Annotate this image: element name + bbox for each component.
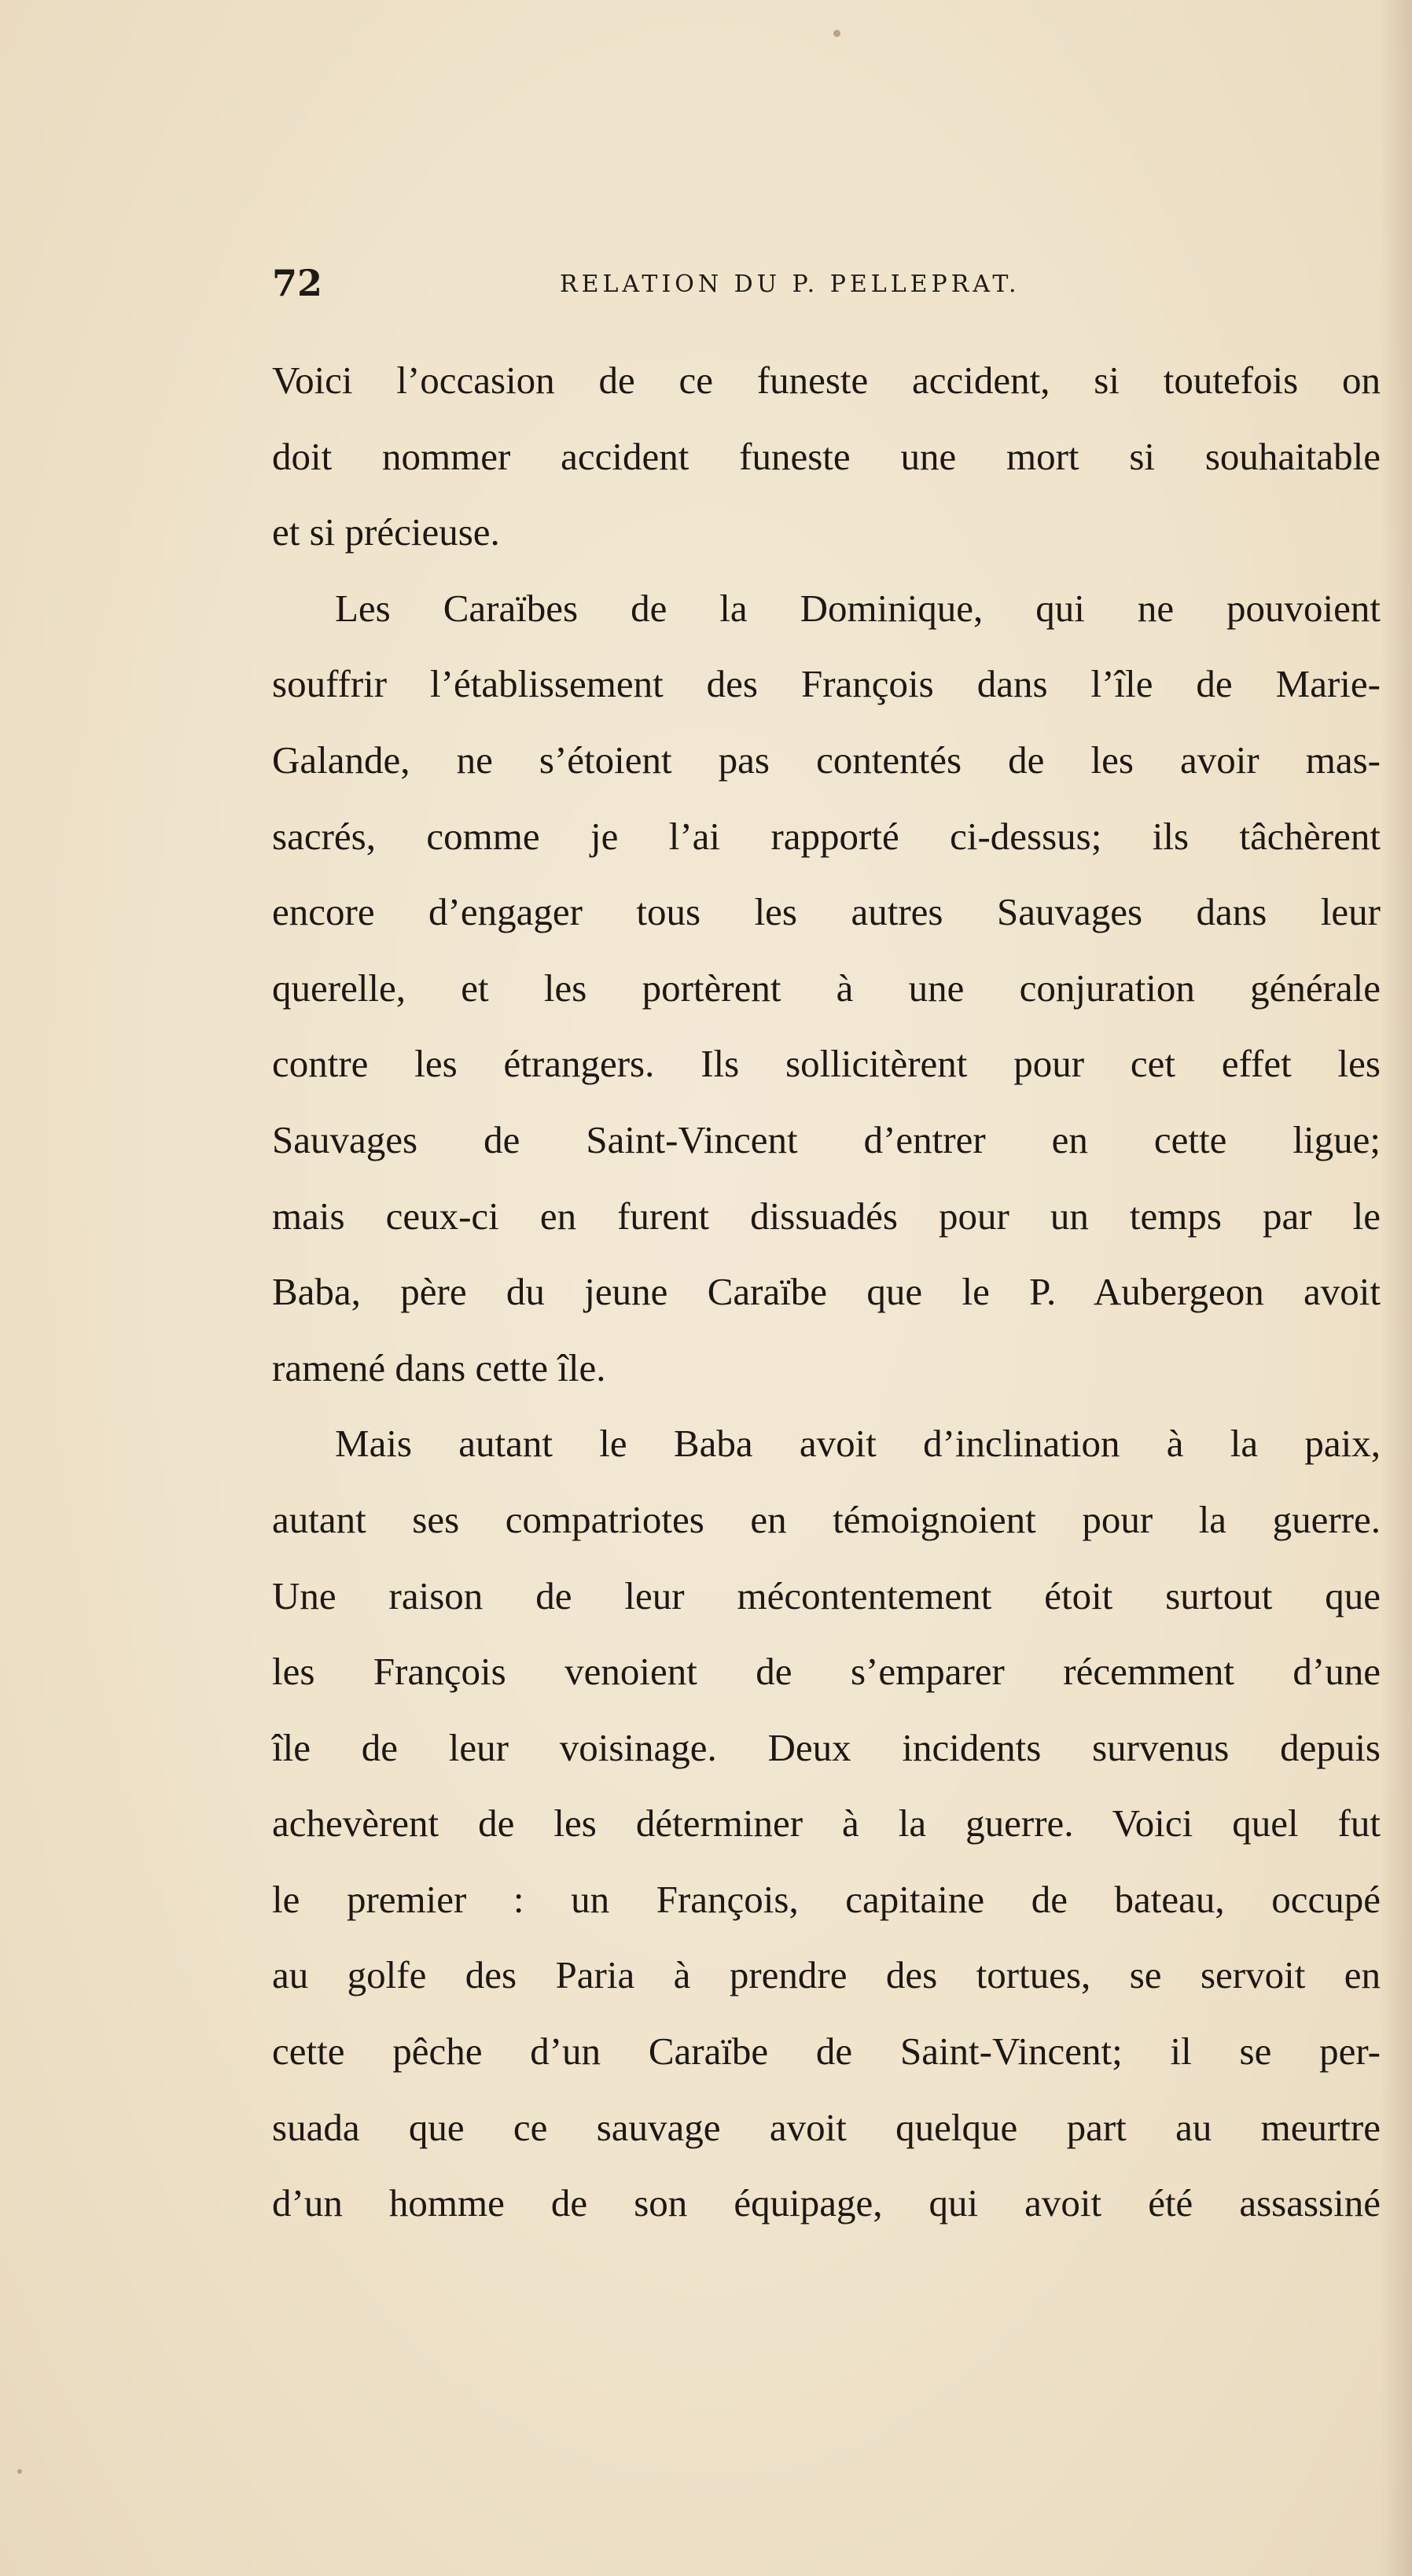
page-number: 72 xyxy=(272,262,323,304)
text-line: mais ceux-ci en furent dissuadés pour un temps par le xyxy=(272,1194,1381,1238)
text-line: encore d’engager tous les autres Sauvages dans leur xyxy=(272,890,1381,934)
text-line: Sauvages de Saint-Vincent d’entrer en cette ligue; xyxy=(272,1117,1381,1161)
text-line: querelle, et les portèrent à une conjuration générale xyxy=(272,966,1381,1010)
text-line: les François venoient de s’emparer récemment d’une xyxy=(272,1650,1381,1694)
running-head-title: RELATION DU P. PELLEPRAT. xyxy=(560,270,1020,298)
text-line: et si précieuse. xyxy=(272,510,500,554)
text-line: cette pêche d’un Caraïbe de Saint-Vincent; il se per- xyxy=(272,2030,1381,2074)
page-edge-shadow xyxy=(1381,0,1412,2576)
text-line: île de leur voisinage. Deux incidents survenus depuis xyxy=(272,1725,1381,1769)
text-line: d’un homme de son équipage, qui avoit été assassiné xyxy=(272,2181,1381,2225)
running-head xyxy=(272,259,1090,307)
paper-speck xyxy=(17,2469,22,2474)
body-text xyxy=(272,343,1381,2242)
text-line: le premier : un François, capitaine de bateau, occupé xyxy=(272,1877,1381,1921)
text-line: sacrés, comme je l’ai rapporté ci-dessus; ils tâchèrent xyxy=(272,814,1381,858)
text-line: au golfe des Paria à prendre des tortues, se servoit en xyxy=(272,1953,1381,1997)
text-line: souffrir l’établissement des François dans l’île de Marie- xyxy=(272,662,1381,706)
text-line: suada que ce sauvage avoit quelque part au meurtre xyxy=(272,2105,1381,2149)
text-line: Mais autant le Baba avoit d’inclination à la paix, xyxy=(335,1422,1381,1466)
text-line: Galande, ne s’étoient pas contentés de les avoir mas- xyxy=(272,738,1381,782)
text-line: Baba, père du jeune Caraïbe que le P. Aubergeon avoit xyxy=(272,1270,1381,1314)
text-line: Voici l’occasion de ce funeste accident, si toutefois on xyxy=(272,359,1381,402)
text-line: achevèrent de les déterminer à la guerre. Voici quel fut xyxy=(272,1801,1381,1846)
text-line: ramené dans cette île. xyxy=(272,1345,606,1389)
text-line: Une raison de leur mécontentement étoit surtout que xyxy=(272,1573,1381,1617)
text-line: doit nommer accident funeste une mort si souhaitable xyxy=(272,434,1381,478)
text-line: Les Caraïbes de la Dominique, qui ne pouvoient xyxy=(335,586,1381,630)
text-line: autant ses compatriotes en témoignoient pour la guerre. xyxy=(272,1497,1381,1541)
text-line: contre les étrangers. Ils sollicitèrent pour cet effet les xyxy=(272,1042,1381,1086)
paper-speck xyxy=(833,30,840,37)
